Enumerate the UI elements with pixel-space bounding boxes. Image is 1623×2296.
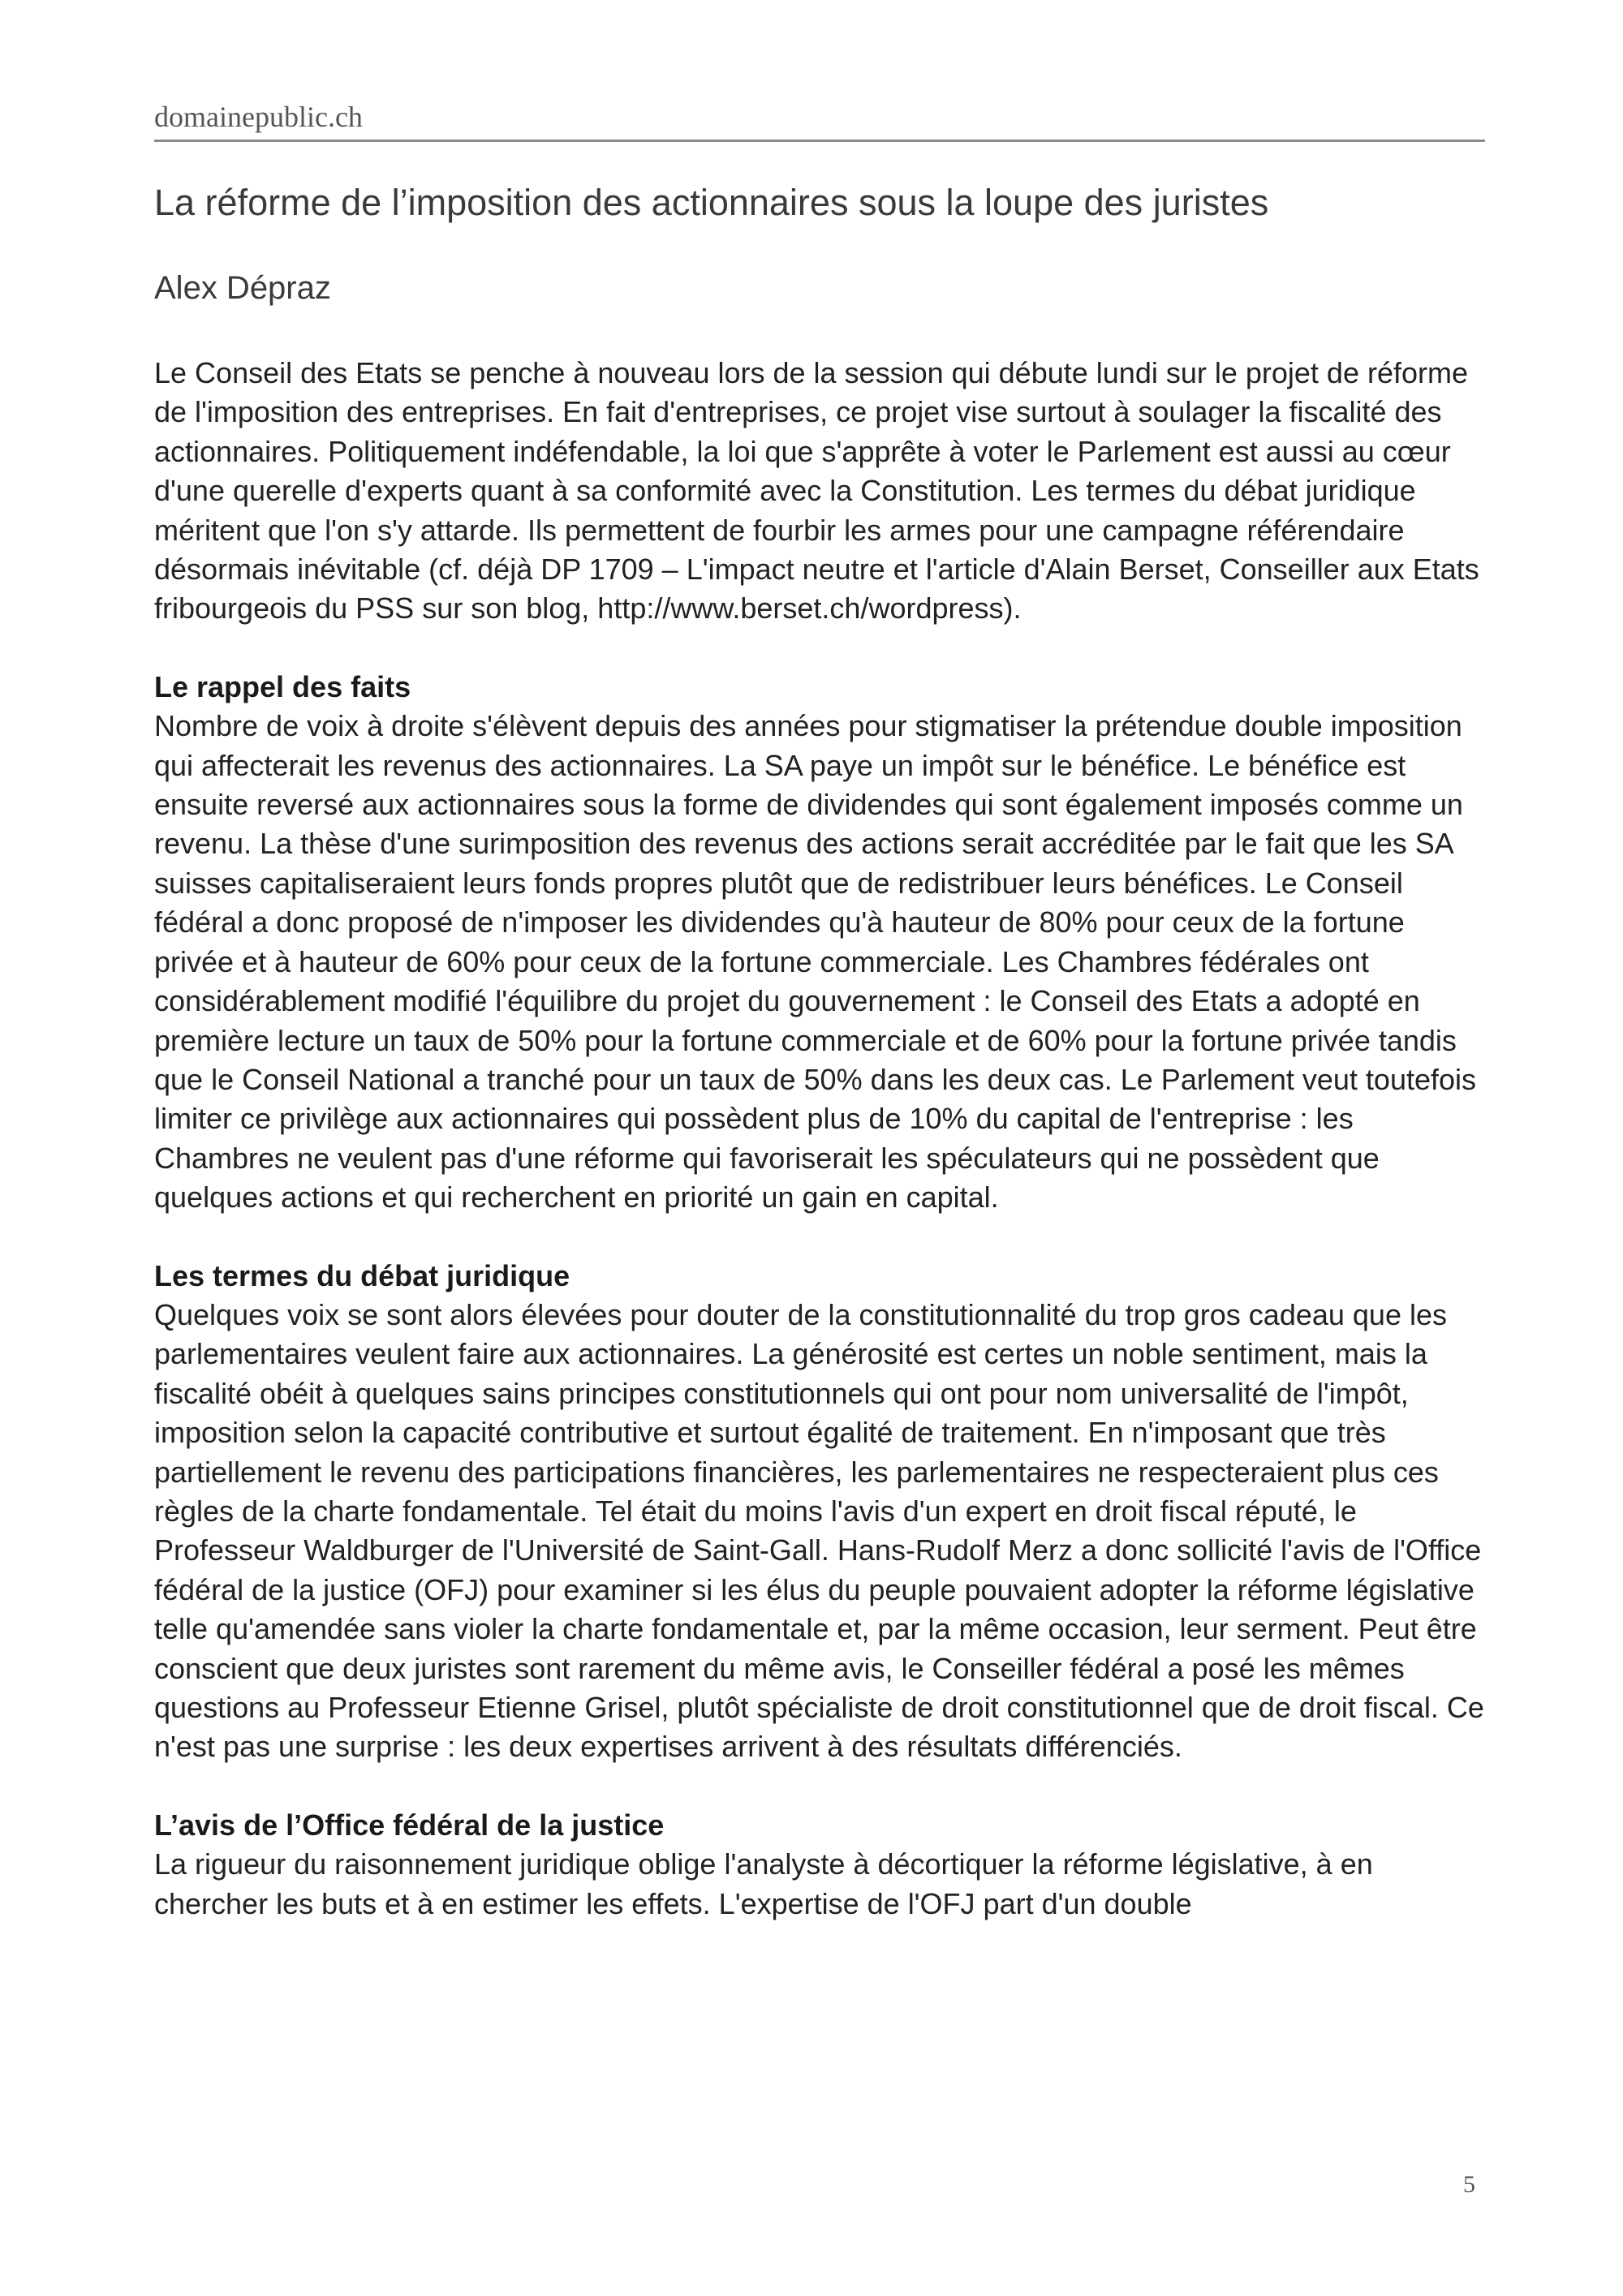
intro-paragraph: Le Conseil des Etats se penche à nouveau lors de la session qui débute lundi sur le projet de réforme de l'imposition des entreprises. En fait d'entreprises, ce projet vise surtout à soulager la fiscalité des actionnaires. Politiquement indéfendable, la loi que s'apprête à voter le Parlement est aussi au cœur d'une querelle d'experts quant à sa conformité avec la Constitution. Les termes du débat juridique méritent que l'on s'y attarde. Ils permettent de fourbir les armes pour une campagne référendaire désormais inévitable (cf. déjà DP 1709 – L'impact neutre et l'article d'Alain Berset, Conseiller aux Etats fribourgeois du PSS sur son blog, http://www.berset.ch/wordpress). [154,356,1479,626]
article-body [154,354,1485,1963]
section-paragraph-rappel: Nombre de voix à droite s'élèvent depuis des années pour stigmatiser la prétendue double imposition qui affecterait les revenus des actionnaires. La SA paye un impôt sur le bénéfice. Le bénéfice est ensuite reversé aux actionnaires sous la forme de dividendes qui sont également imposés comme un revenu. La thèse d'une surimposition des revenus des actions serait accréditée par le fait que les SA suisses capitaliseraient leurs fonds propres plutôt que de redistribuer leurs bénéfices. Le Conseil fédéral a donc proposé de n'imposer les dividendes qu'à hauteur de 80% pour ceux de la fortune privée et à hauteur de 60% pour ceux de la fortune commerciale. Les Chambres fédérales ont considérablement modifié l'équilibre du projet du gouvernement : le Conseil des Etats a adopté en première lecture un taux de 50% pour la fortune commerciale et de 60% pour la fortune privée tandis que le Conseil National a tranché pour un taux de 50% dans les deux cas. Le Parlement veut toutefois limiter ce privilège aux actionnaires qui possèdent plus de 10% du capital de l'entreprise : les Chambres ne veulent pas d'une réforme qui favoriserait les spéculateurs qui ne possèdent que quelques actions et qui recherchent en priorité un gain en capital. [154,709,1477,1215]
running-head: domainepublic.ch [154,99,1485,142]
section-paragraph-ofj: La rigueur du raisonnement juridique oblige l'analyste à décortiquer la réforme législative, à en chercher les buts et à en estimer les effets. L'expertise de l'OFJ part d'un double [154,1847,1373,1920]
section-heading-rappel: Le rappel des faits [154,669,411,703]
section-paragraph-debat: Quelques voix se sont alors élevées pour douter de la constitutionnalité du trop gros cadeau que les parlementaires veulent faire aux actionnaires. La générosité est certes un noble sentiment, mais la fiscalité obéit à quelques sains principes constitutionnels qui ont pour nom universalité de l'impôt, imposition selon la capacité contributive et surtout égalité de traitement. En n'imposant que très partiellement le revenu des participations financières, les parlementaires ne respecteraient plus ces règles de la charte fondamentale. Tel était du moins l'avis d'un expert en droit fiscal réputé, le Professeur Waldburger de l'Université de Saint-Gall. Hans-Rudolf Merz a donc sollicité l'avis de l'Office fédéral de la justice (OFJ) pour examiner si les élus du peuple pouvaient adopter la réforme législative telle qu'amendée sans violer la charte fondamentale et, par la même occasion, leur serment. Peut être conscient que deux juristes sont rarement du même avis, le Conseiller fédéral a posé les mêmes questions au Professeur Etienne Grisel, plutôt spécialiste de droit constitutionnel que de droit fiscal. Ce n'est pas une surprise : les deux expertises arrivent à des résultats différenciés. [154,1297,1484,1764]
document-page [154,0,1485,2296]
article-author: Alex Dépraz [154,270,331,306]
page-number: 5 [1463,2171,1475,2198]
section-heading-debat: Les termes du débat juridique [154,1258,570,1292]
article-title: La réforme de l’imposition des actionnaires sous la loupe des juristes [154,182,1269,223]
section-heading-ofj: L’avis de l’Office fédéral de la justice [154,1808,665,1842]
